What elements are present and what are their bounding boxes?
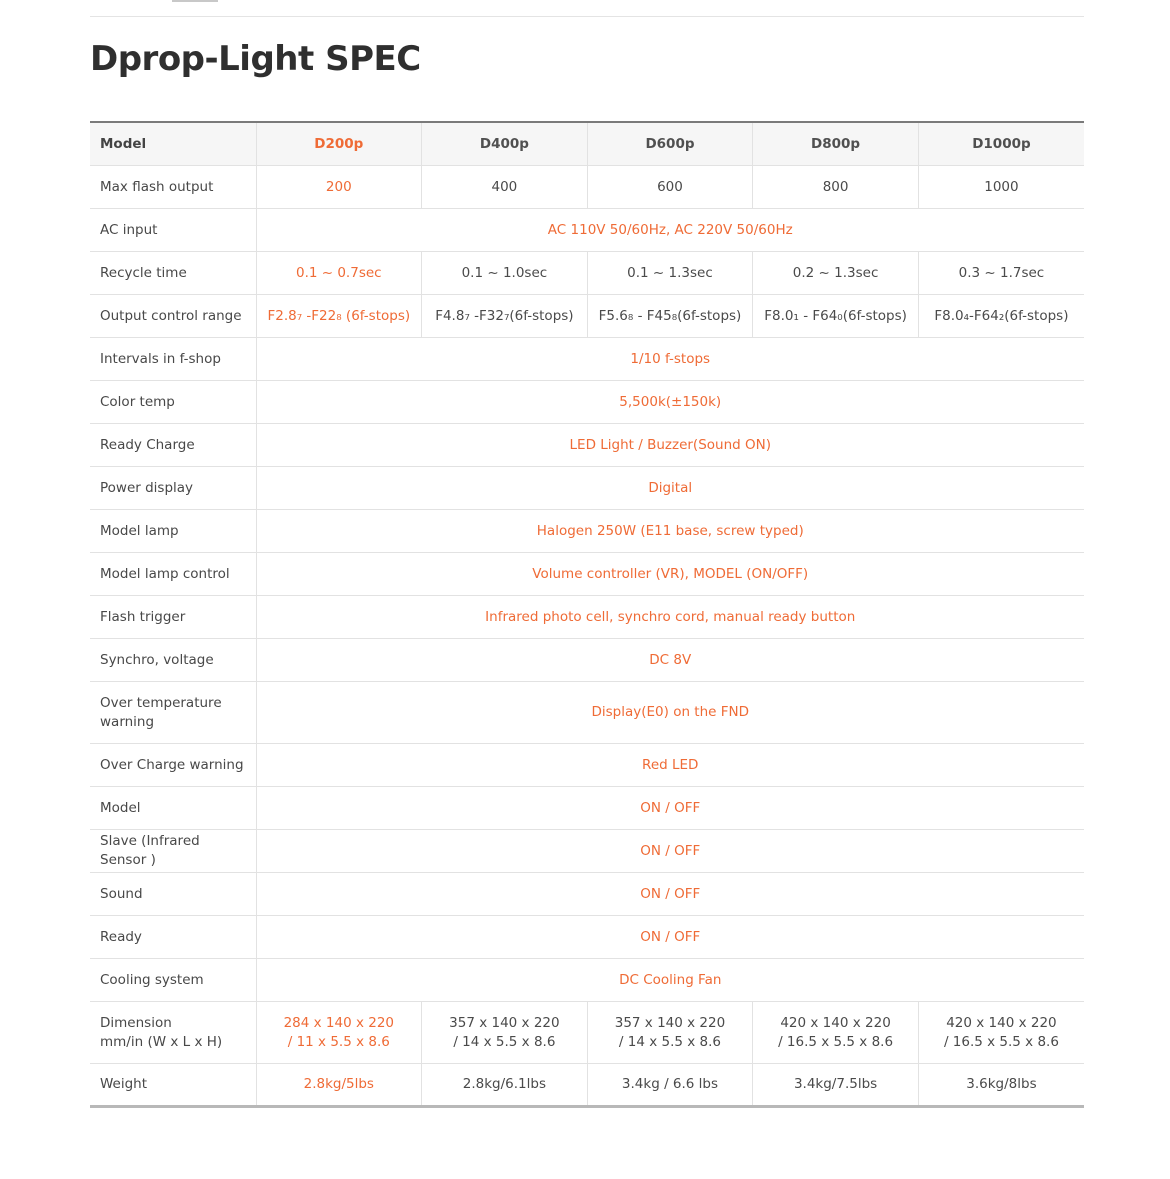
row-label: Model lamp (90, 510, 256, 553)
cell-d200p (256, 1002, 422, 1064)
row-recycle-time (90, 252, 1084, 295)
header-model-d600p: D600p (587, 122, 753, 166)
row-label-line-2: mm/in (W x L x H) (100, 1033, 223, 1050)
row-sound (90, 873, 1084, 916)
cell-d1000p: 1000 (918, 166, 1084, 209)
cell-all-models: DC Cooling Fan (256, 959, 1084, 1002)
row-label-line-2: warning (100, 713, 155, 730)
cell-d600p: 0.1 ~ 1.3sec (587, 252, 753, 295)
header-model-d800p: D800p (753, 122, 919, 166)
row-label: Weight (90, 1064, 256, 1107)
cell-all-models: ON / OFF (256, 787, 1084, 830)
row-over-charge-warning (90, 744, 1084, 787)
row-label: Model lamp control (90, 553, 256, 596)
cell-all-models: ON / OFF (256, 916, 1084, 959)
cell-d800p: 800 (753, 166, 919, 209)
cell-d600p: 3.4kg / 6.6 lbs (587, 1064, 753, 1107)
cell-all-models: ON / OFF (256, 830, 1084, 873)
cell-all-models: Volume controller (VR), MODEL (ON/OFF) (256, 553, 1084, 596)
row-over-temperature-warning (90, 682, 1084, 744)
cell-d400p: 2.8kg/6.1lbs (422, 1064, 588, 1107)
table-header-row (90, 122, 1084, 166)
row-output-control-range (90, 295, 1084, 338)
top-divider (90, 16, 1084, 17)
cell-d600p (587, 1002, 753, 1064)
page-title: Dprop-Light SPEC (90, 39, 421, 79)
header-model-d200p: D200p (256, 122, 422, 166)
row-label: Intervals in f-shop (90, 338, 256, 381)
row-synchro-voltage (90, 639, 1084, 682)
cell-d200p: 0.1 ~ 0.7sec (256, 252, 422, 295)
row-dimension (90, 1002, 1084, 1064)
cell-d200p: 200 (256, 166, 422, 209)
row-label: Model (90, 787, 256, 830)
row-flash-trigger (90, 596, 1084, 639)
dimension-in: / 14 x 5.5 x 8.6 (618, 1033, 722, 1050)
row-ready (90, 916, 1084, 959)
row-label: Over Charge warning (90, 744, 256, 787)
row-label-line-1: Dimension (100, 1014, 172, 1031)
row-label-line-1: Over temperature (100, 694, 222, 711)
row-label: Ready Charge (90, 424, 256, 467)
cell-all-models: DC 8V (256, 639, 1084, 682)
row-label: Recycle time (90, 252, 256, 295)
row-max-flash-output (90, 166, 1084, 209)
cell-all-models: ON / OFF (256, 873, 1084, 916)
row-label: Color temp (90, 381, 256, 424)
row-model-lamp-control (90, 553, 1084, 596)
cell-d600p: F5.6₈ - F45₈(6f-stops) (587, 295, 753, 338)
row-slave (90, 830, 1084, 873)
row-label: Flash trigger (90, 596, 256, 639)
cell-all-models: Infrared photo cell, synchro cord, manual ready button (256, 596, 1084, 639)
cell-all-models: AC 110V 50/60Hz, AC 220V 50/60Hz (256, 209, 1084, 252)
row-model-lamp (90, 510, 1084, 553)
row-label: AC input (90, 209, 256, 252)
cell-d800p: 0.2 ~ 1.3sec (753, 252, 919, 295)
dimension-mm: 420 x 140 x 220 (780, 1014, 891, 1031)
dimension-mm: 357 x 140 x 220 (449, 1014, 560, 1031)
cell-d1000p: 0.3 ~ 1.7sec (918, 252, 1084, 295)
row-label: Max flash output (90, 166, 256, 209)
row-label (90, 682, 256, 744)
cell-d800p: F8.0₁ - F64₀(6f-stops) (753, 295, 919, 338)
row-label: Ready (90, 916, 256, 959)
cell-all-models: Digital (256, 467, 1084, 510)
row-label (90, 1002, 256, 1064)
row-label: Slave (Infrared Sensor ) (90, 830, 256, 873)
cell-d400p: 400 (422, 166, 588, 209)
header-model-d400p: D400p (422, 122, 588, 166)
row-label: Output control range (90, 295, 256, 338)
row-ac-input (90, 209, 1084, 252)
cell-d1000p (918, 1002, 1084, 1064)
cell-d400p: F4.8₇ -F32₇(6f-stops) (422, 295, 588, 338)
cell-d1000p: 3.6kg/8lbs (918, 1064, 1084, 1107)
dimension-mm: 420 x 140 x 220 (946, 1014, 1057, 1031)
dimension-in: / 16.5 x 5.5 x 8.6 (943, 1033, 1059, 1050)
row-intervals (90, 338, 1084, 381)
dimension-mm: 284 x 140 x 220 (283, 1014, 395, 1031)
row-weight (90, 1064, 1084, 1107)
header-model-d1000p: D1000p (918, 122, 1084, 166)
row-label: Synchro, voltage (90, 639, 256, 682)
header-label-model: Model (90, 122, 256, 166)
cell-d200p: F2.8₇ -F22₈ (6f-stops) (256, 295, 422, 338)
row-label: Power display (90, 467, 256, 510)
row-cooling-system (90, 959, 1084, 1002)
row-color-temp (90, 381, 1084, 424)
cell-all-models: Display(E0) on the FND (256, 682, 1084, 744)
cell-d200p: 2.8kg/5lbs (256, 1064, 422, 1107)
dimension-in: / 14 x 5.5 x 8.6 (453, 1033, 556, 1050)
cell-all-models: Red LED (256, 744, 1084, 787)
cell-all-models: LED Light / Buzzer(Sound ON) (256, 424, 1084, 467)
cell-d800p (753, 1002, 919, 1064)
dimension-in: / 16.5 x 5.5 x 8.6 (778, 1033, 894, 1050)
row-label: Sound (90, 873, 256, 916)
cell-d400p (422, 1002, 588, 1064)
cell-d400p: 0.1 ~ 1.0sec (422, 252, 588, 295)
row-model (90, 787, 1084, 830)
dimension-mm: 357 x 140 x 220 (614, 1014, 726, 1031)
row-label: Cooling system (90, 959, 256, 1002)
cell-all-models: 1/10 f-stops (256, 338, 1084, 381)
cell-d800p: 3.4kg/7.5lbs (753, 1064, 919, 1107)
logo-fragment (172, 0, 218, 2)
cell-d600p: 600 (587, 166, 753, 209)
row-ready-charge (90, 424, 1084, 467)
spec-table (90, 121, 1084, 1108)
dimension-in: / 11 x 5.5 x 8.6 (287, 1033, 390, 1050)
cell-d1000p: F8.0₄-F64₂(6f-stops) (918, 295, 1084, 338)
cell-all-models: Halogen 250W (E11 base, screw typed) (256, 510, 1084, 553)
row-power-display (90, 467, 1084, 510)
cell-all-models: 5,500k(±150k) (256, 381, 1084, 424)
